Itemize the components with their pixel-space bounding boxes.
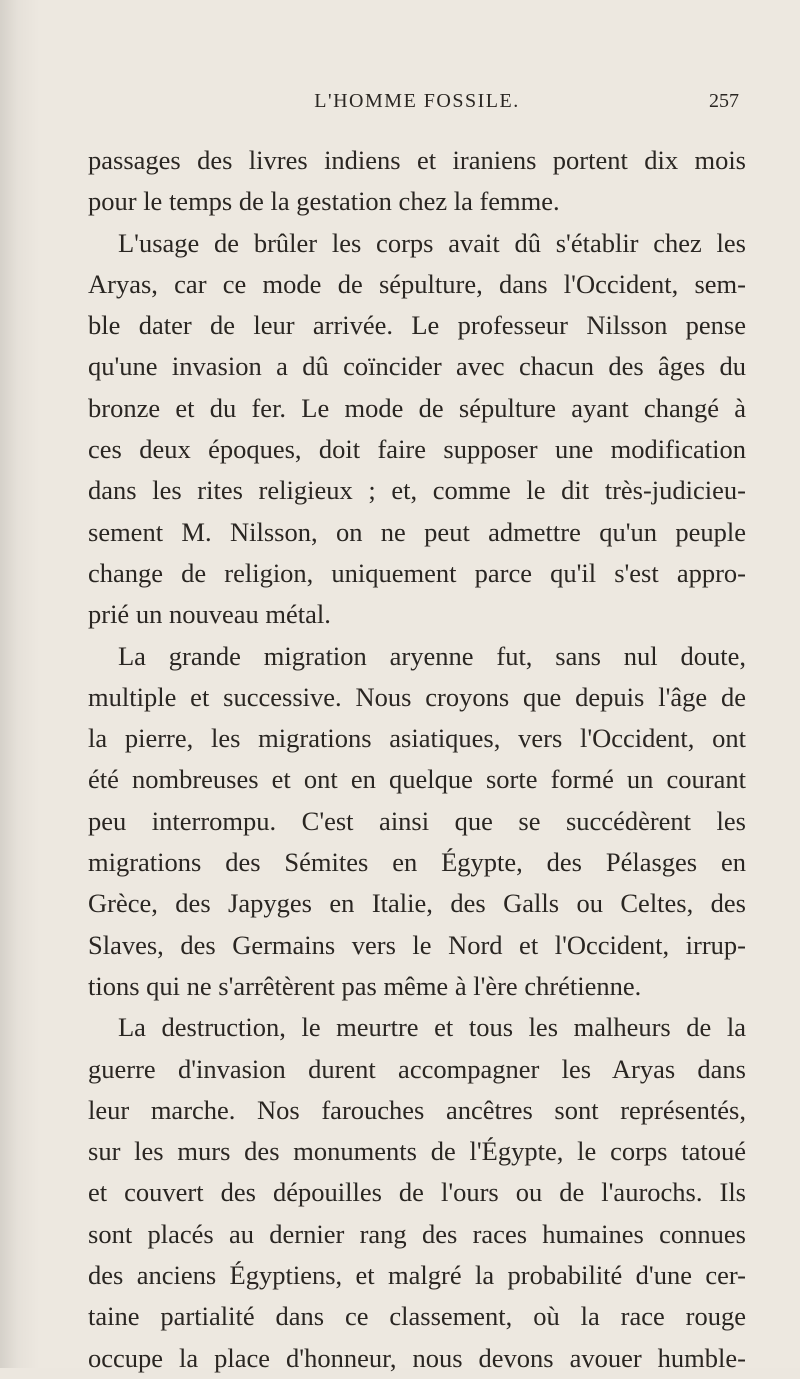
text-line: La grande migration aryenne fut, sans nul doute, bbox=[118, 640, 746, 671]
text-line: dans les rites religieux ; et, comme le dit très-judicieu- bbox=[88, 475, 746, 506]
text-line: Aryas, car ce mode de sépulture, dans l'Occident, sem- bbox=[88, 268, 746, 299]
text-line: pour le temps de la gestation chez la femme. bbox=[88, 186, 560, 217]
text-line: leur marche. Nos farouches ancêtres sont représentés, bbox=[88, 1094, 746, 1125]
text-line: des anciens Égyptiens, et malgré la probabilité d'une cer- bbox=[88, 1260, 746, 1291]
body-text bbox=[88, 140, 746, 1379]
text-line: peu interrompu. C'est ainsi que se succédèrent les bbox=[88, 805, 746, 836]
text-line: été nombreuses et ont en quelque sorte formé un courant bbox=[88, 764, 746, 795]
text-line: Slaves, des Germains vers le Nord et l'Occident, irrup- bbox=[88, 929, 746, 960]
text-line: la pierre, les migrations asiatiques, vers l'Occident, ont bbox=[88, 723, 746, 754]
text-line: guerre d'invasion durent accompagner les Aryas dans bbox=[88, 1053, 746, 1084]
text-line: sement M. Nilsson, on ne peut admettre qu'un peuple bbox=[88, 516, 746, 547]
text-line: sont placés au dernier rang des races humaines connues bbox=[88, 1218, 746, 1249]
text-line: Grèce, des Japyges en Italie, des Galls ou Celtes, des bbox=[88, 888, 746, 919]
text-line: occupe la place d'honneur, nous devons avouer humble- bbox=[88, 1342, 746, 1373]
text-line: taine partialité dans ce classement, où la race rouge bbox=[88, 1301, 746, 1332]
text-line: passages des livres indiens et iraniens portent dix mois bbox=[88, 145, 746, 175]
text-line: bronze et du fer. Le mode de sépulture ayant changé à bbox=[88, 392, 746, 423]
text-line: sur les murs des monuments de l'Égypte, le corps tatoué bbox=[88, 1136, 746, 1167]
text-line: et couvert des dépouilles de l'ours ou de l'aurochs. Ils bbox=[88, 1177, 746, 1208]
text-line: La destruction, le meurtre et tous les malheurs de la bbox=[118, 1012, 746, 1043]
text-line: ble dater de leur arrivée. Le professeur Nilsson pense bbox=[88, 310, 746, 341]
running-title: L'HOMME FOSSILE. bbox=[314, 90, 520, 112]
text-line: ces deux époques, doit faire supposer une modification bbox=[88, 434, 746, 465]
text-line: qu'une invasion a dû coïncider avec chacun des âges du bbox=[88, 351, 746, 382]
text-line: L'usage de brûler les corps avait dû s'établir chez les bbox=[118, 227, 746, 258]
text-line: migrations des Sémites en Égypte, des Pélasges en bbox=[88, 847, 746, 878]
text-line: tions qui ne s'arrêtèrent pas même à l'ère chrétienne. bbox=[88, 970, 642, 1001]
running-head bbox=[95, 90, 739, 120]
page-number: 257 bbox=[709, 90, 739, 112]
text-line: multiple et successive. Nous croyons que depuis l'âge de bbox=[88, 681, 746, 712]
text-line: prié un nouveau métal. bbox=[88, 599, 331, 630]
text-line: change de religion, uniquement parce qu'il s'est appro- bbox=[88, 557, 746, 588]
